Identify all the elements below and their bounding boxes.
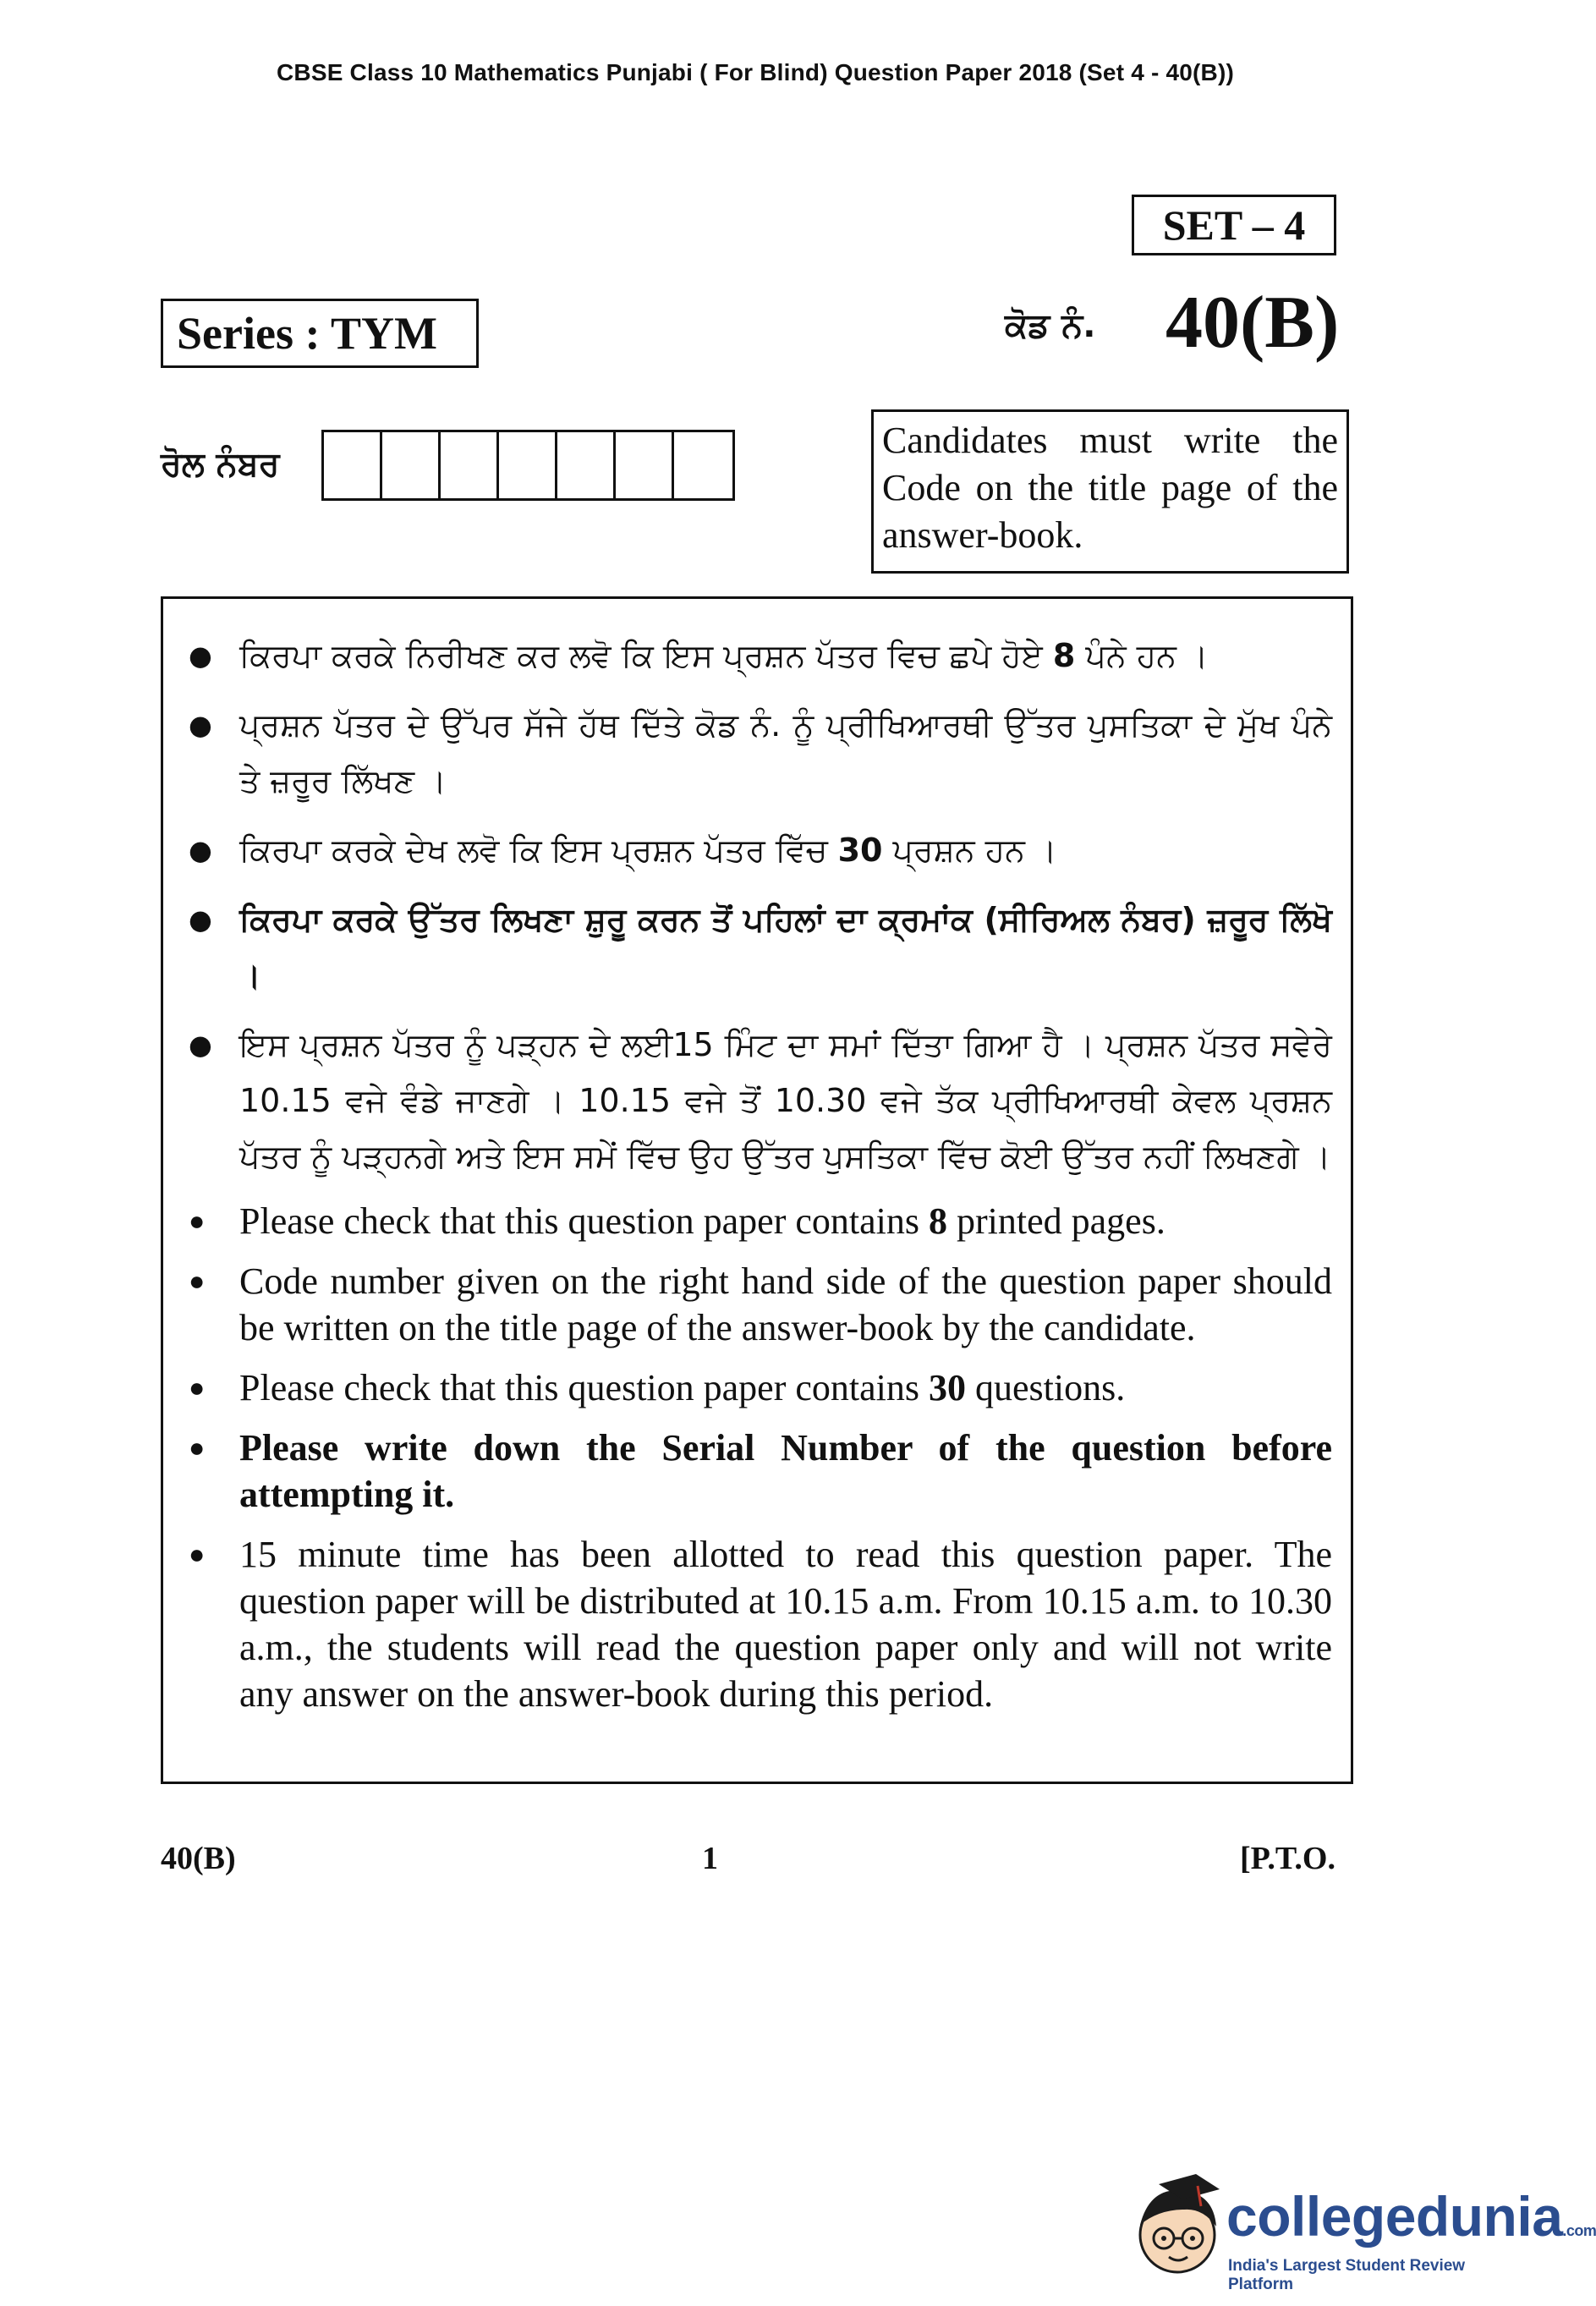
instruction-item: ● ਕਿਰਪਾ ਕਰਕੇ ਨਿਰੀਖਣ ਕਰ ਲਵੋ ਕਿ ਇਸ ਪ੍ਰਸ਼ਨ ਪੱਤਰ ਵਿਚ ਛਪੇ ਹੋਏ 8 ਪੰਨੇ ਹਨ । [182,628,1332,684]
instructions-box [161,596,1353,1784]
instruction-item: ● ਪ੍ਰਸ਼ਨ ਪੱਤਰ ਦੇ ਉੱਪਰ ਸੱਜੇ ਹੱਥ ਦਿੱਤੇ ਕੋਡ ਨੰ. ਨੂੰ ਪ੍ਰੀਖਿਆਰਥੀ ਉੱਤਰ ਪੁਸਤਿਕਾ ਦੇ ਮੁੱਖ ਪੰਨੇ ਤੇ ਜ਼ਰੂਰ ਲਿੱਖਣ । [182,697,1332,809]
bullet-icon: ● [189,834,212,866]
bullet-icon: ● [189,903,212,936]
roll-number-cell [499,432,557,498]
roll-number-grid [321,430,735,501]
footer-page-number: 1 [702,1841,718,1876]
roll-number-cell [324,432,382,498]
mascot-face-icon [1140,2174,1220,2272]
bullet-icon: ● [189,640,212,672]
instruction-item: ● Please check that this question paper contains 8 printed pages. [182,1198,1332,1244]
instruction-item: ● ਕਿਰਪਾ ਕਰਕੇ ਦੇਖ ਲਵੋ ਕਿ ਇਸ ਪ੍ਰਸ਼ਨ ਪੱਤਰ ਵਿੱਚ 30 ਪ੍ਰਸ਼ਨ ਹਨ । [182,822,1332,878]
instruction-item: ● ਇਸ ਪ੍ਰਸ਼ਨ ਪੱਤਰ ਨੂੰ ਪੜ੍ਹਨ ਦੇ ਲਈ15 ਮਿੰਟ ਦਾ ਸਮਾਂ ਦਿੱਤਾ ਗਿਆ ਹੈ । ਪ੍ਰਸ਼ਨ ਪੱਤਰ ਸਵੇਰੇ 10.15 ਵਜੇ ਵੰਡੇ ਜਾਣਗੇ । 10.15 ਵਜੇ ਤੋਂ 10.30 ਵਜੇ ਤੱਕ ਪ੍ਰੀਖਿਆਰਥੀ ਕੇਵਲ ਪ੍ਰਸ਼ਨ ਪੱਤਰ ਨੂੰ ਪੜ੍ਹਨਗੇ ਅਤੇ ਇਸ ਸਮੇਂ ਵਿੱਚ ਉਹ ਉੱਤਰ ਪੁਸਤਿਕਾ ਵਿੱਚ ਕੋਈ ਉੱਤਰ ਨਹੀਂ ਲਿਖਣਗੇ । [182,1017,1332,1184]
instruction-item: ● Please check that this question paper contains 30 questions. [182,1364,1332,1411]
logo-tagline: India's Largest Student Review Platform [1228,2257,1466,2293]
code-label: ਕੋਡ ਨੰ. [1005,306,1096,345]
instruction-item: ● 15 minute time has been allotted to read this question paper. The question paper will be distributed at 10.15 a.m. From 10.15 a.m. to 10.30 a.m., the students will read the question paper only and will not write any answer on the answer-book during this period. [182,1531,1332,1717]
bullet-icon: ● [189,1432,206,1463]
roll-number-cell [441,432,499,498]
code-value: 40(B) [1165,282,1340,364]
instructions-list [182,628,1332,1717]
footer-pto: [P.T.O. [1240,1841,1335,1876]
roll-number-cell [674,432,732,498]
bullet-icon: ● [189,1205,206,1236]
instruction-item: ● Please write down the Serial Number of the question before attempting it. [182,1425,1332,1518]
roll-number-cell [616,432,674,498]
series-box: Series : TYM [161,299,479,368]
roll-number-cell [557,432,616,498]
instruction-item: ● ਕਿਰਪਾ ਕਰਕੇ ਉੱਤਰ ਲਿਖਣਾ ਸ਼ੁਰੂ ਕਰਨ ਤੋਂ ਪਹਿਲਾਂ ਦਾ ਕ੍ਰਮਾਂਕ (ਸੀਰਿਅਲ ਨੰਬਰ) ਜ਼ਰੂਰ ਲਿੱਖੋ । [182,892,1332,1003]
roll-number-label: ਰੋਲ ਨੰਬਰ [161,445,280,484]
roll-number-cell [382,432,441,498]
page-header-title: CBSE Class 10 Mathematics Punjabi ( For Blind) Question Paper 2018 (Set 4 - 40(B)) [276,59,1234,85]
candidate-note-box: Candidates must write the Code on the title page of the answer-book. [871,409,1349,574]
footer-code: 40(B) [161,1841,236,1876]
bullet-icon: ● [189,1539,206,1569]
bullet-icon: ● [189,1372,206,1403]
logo-wordmark: collegedunia.com [1226,2185,1596,2248]
bullet-icon: ● [189,1266,206,1296]
instruction-item: ● Code number given on the right hand side of the question paper should be written on the title page of the answer-book by the candidate. [182,1258,1332,1351]
bullet-icon: ● [189,709,212,741]
bullet-icon: ● [189,1029,212,1061]
set-number-box: SET – 4 [1132,195,1336,255]
